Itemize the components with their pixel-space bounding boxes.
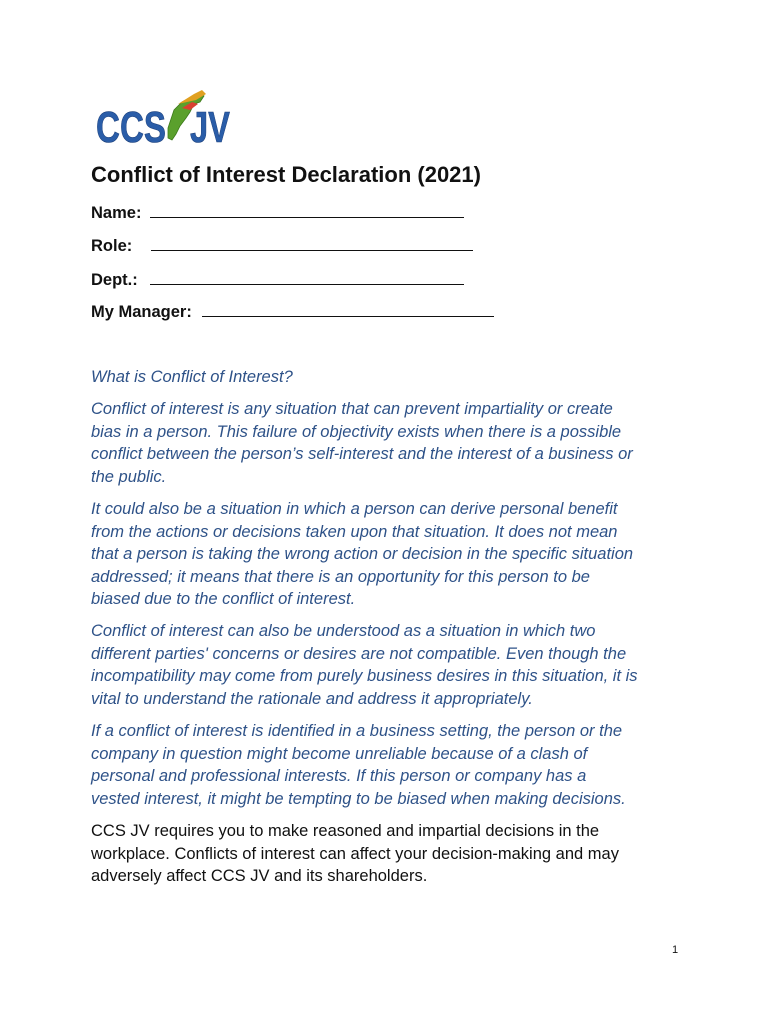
ccs-jv-logo xyxy=(94,88,234,152)
manager-field xyxy=(91,302,494,322)
paragraph-line: personal and professional interests. If this person or company has a xyxy=(91,767,587,785)
name-blank-line[interactable] xyxy=(150,203,464,218)
closing-paragraph xyxy=(91,820,691,888)
paragraph-line: different parties' concerns or desires are not compatible. Even though the xyxy=(91,644,627,663)
paragraph-line: from the actions or decisions taken upon that situation. It does not mean xyxy=(91,522,618,541)
paragraph-4 xyxy=(91,720,691,810)
paragraph-line: the public. xyxy=(91,467,167,486)
paragraph-line: conflict between the person’s self-interest and the interest of a business or xyxy=(91,445,633,463)
name-label: Name: xyxy=(91,204,142,222)
paragraph-line: vested interest, it might be tempting to be biased when making decisions. xyxy=(91,789,626,808)
paragraph-line: that a person is taking the wrong action or decision in the specific situation xyxy=(91,545,634,563)
paragraph-line: incompatibility may come from purely business desires in this situation, it is xyxy=(91,667,638,685)
paragraph-line: If a conflict of interest is identified in a business setting, the person or the xyxy=(91,722,623,740)
paragraph-line: Conflict of interest is any situation that can prevent impartiality or create xyxy=(91,400,613,418)
page-number: 1 xyxy=(672,944,679,956)
paragraph-line: company in question might become unreliable because of a clash of xyxy=(91,744,588,763)
paragraph-line: bias in a person. This failure of objectivity exists when there is a possible xyxy=(91,422,622,441)
manager-blank-line[interactable] xyxy=(202,302,494,317)
paragraph-line: addressed; it means that there is an opportunity for this person to be xyxy=(91,567,590,586)
logo-text-ccs: CCS xyxy=(96,103,166,152)
paragraph-line: Conflict of interest can also be understood as a situation in which two xyxy=(91,622,596,640)
paragraph-line: vital to understand the rationale and address it appropriately. xyxy=(91,689,533,708)
paragraph-1 xyxy=(91,398,691,488)
paragraph-3 xyxy=(91,620,691,710)
role-field xyxy=(91,236,473,256)
dept-label: Dept.: xyxy=(91,271,138,289)
logo-text-jv: JV xyxy=(190,103,231,152)
name-field xyxy=(91,203,464,223)
dept-field xyxy=(91,270,464,290)
section-heading-text: What is Conflict of Interest? xyxy=(91,368,293,386)
role-label: Role: xyxy=(91,237,133,255)
paragraph-line: workplace. Conflicts of interest can affect your decision-making and may xyxy=(91,844,619,863)
paragraph-line: CCS JV requires you to make reasoned and impartial decisions in the xyxy=(91,822,600,840)
paragraph-2 xyxy=(91,498,691,611)
document-title: Conflict of Interest Declaration (2021) xyxy=(91,162,481,187)
manager-label: My Manager: xyxy=(91,303,192,321)
role-blank-line[interactable] xyxy=(151,236,473,251)
paragraph-line: It could also be a situation in which a person can derive personal benefit xyxy=(91,500,618,518)
section-heading xyxy=(91,366,691,389)
dept-blank-line[interactable] xyxy=(150,270,464,285)
paragraph-line: adversely affect CCS JV and its shareholders. xyxy=(91,867,428,885)
paragraph-line: biased due to the conflict of interest. xyxy=(91,590,356,608)
